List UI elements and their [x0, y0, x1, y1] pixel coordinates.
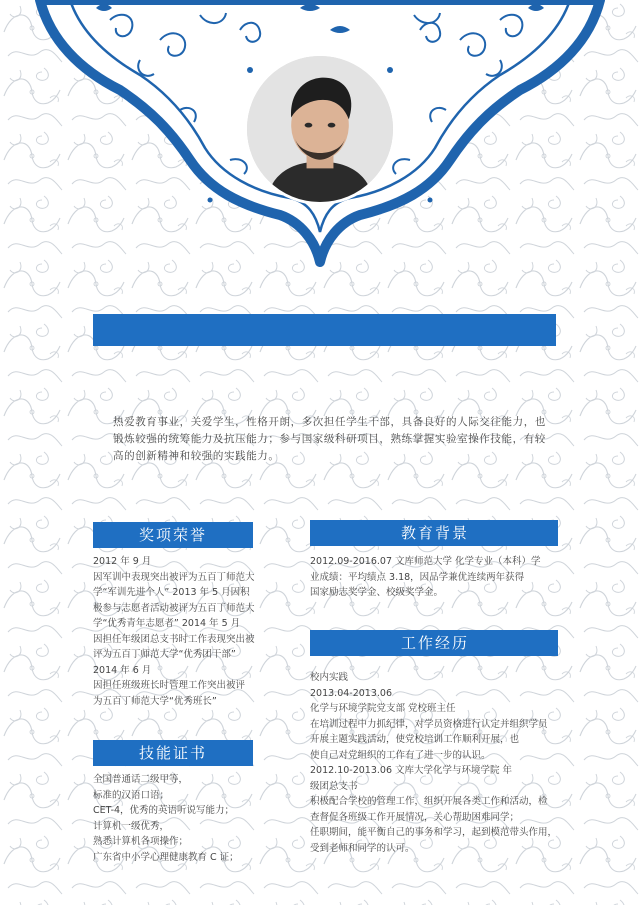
awards-line: 为五百丁师范大学“优秀班长” [93, 695, 217, 707]
work-list [310, 670, 560, 856]
skills-line: CET-4，优秀的英语听说写能力； [93, 805, 235, 816]
education-line: 业成绩：平均绩点 3.18，因品学兼优连续两年获得 [310, 571, 525, 583]
awards-line: 2014 年 6 月 [93, 664, 152, 676]
work-line: 任职期间，能平衡自己的事务和学习，起到模范带头作用， [310, 827, 558, 838]
work-line: 校内实践 [310, 672, 349, 683]
awards-title: 奖项荣誉 [138, 526, 207, 544]
intro-line: 高的创新精神和较强的实践能力。 [113, 450, 280, 462]
awards-line: 学“优秀青年志愿者” 2014 年 5 月 [93, 618, 241, 629]
skills-line: 熟悉计算机各项操作； [93, 836, 189, 847]
awards-line: 因担任班级班长时管理工作突出被评 [93, 680, 246, 691]
skills-line: 计算机一级优秀， [93, 820, 170, 832]
work-line: 受到老师和同学的认可。 [310, 842, 415, 854]
education-line: 国家励志奖学金、校级奖学金。 [310, 587, 444, 598]
intro-paragraph [113, 414, 553, 465]
awards-header [93, 522, 253, 548]
skills-line: 广东省中小学心理健康教育 C 证； [93, 851, 239, 863]
skills-line: 全国普通话二级甲等， [93, 774, 189, 785]
profile-photo-icon [247, 56, 393, 202]
work-line: 开展主题实践活动，使党校培训工作顺利开展，也 [310, 734, 520, 745]
work-line: 积极配合学校的管理工作，组织开展各类工作和活动，检 [310, 796, 548, 807]
work-line: 级团总支书 [310, 780, 358, 792]
awards-line: 评为五百丁师范大学“优秀团干部” [93, 649, 236, 660]
work-line: 2012.10-2013.06 文库大学化学与环境学院 年 [310, 765, 513, 776]
intro-line: 热爱教育事业，关爱学生，性格开朗，多次担任学生干部，具备良好的人际交往能力，也 [113, 416, 546, 428]
work-line: 查督促各班级工作开展情况，关心帮助困难同学； [310, 811, 520, 823]
awards-line: 学“军训先进个人” 2013 年 5 月因积 [93, 587, 250, 598]
awards-list [93, 554, 283, 709]
work-line: 2013.04-2013.06 [310, 687, 392, 699]
awards-line: 因军训中表现突出被评为五百丁师范大 [93, 571, 255, 583]
work-title: 工作经历 [400, 634, 469, 652]
education-line: 2012.09-2016.07 文库师范大学 化学专业（本科）学 [310, 556, 541, 567]
skills-header [93, 740, 253, 766]
awards-line: 因担任年级团总支书时工作表现突出被 [93, 633, 255, 645]
work-header [310, 630, 558, 656]
skills-line: 标准的汉语口语； [93, 789, 170, 801]
avatar [244, 53, 396, 205]
education-title: 教育背景 [400, 524, 469, 542]
work-line: 在培训过程中力抓纪律，对学员资格进行认定并组织学员 [310, 718, 548, 730]
education-list [310, 554, 560, 601]
name-bar [93, 314, 556, 346]
work-line: 使自己对党组织的工作有了进一步的认识。 [310, 749, 491, 761]
awards-line: 极参与志愿者活动被评为五百丁师范大 [93, 602, 255, 614]
intro-line: 锻炼较强的统筹能力及抗压能力；参与国家级科研项目，熟练掌握实验室操作技能，有较 [113, 433, 546, 445]
awards-line: 2012 年 9 月 [93, 556, 152, 567]
work-line: 化学与环境学院党支部 党校班主任 [310, 703, 456, 714]
skills-list [93, 772, 283, 865]
skills-title: 技能证书 [138, 744, 207, 762]
education-header [310, 520, 558, 546]
